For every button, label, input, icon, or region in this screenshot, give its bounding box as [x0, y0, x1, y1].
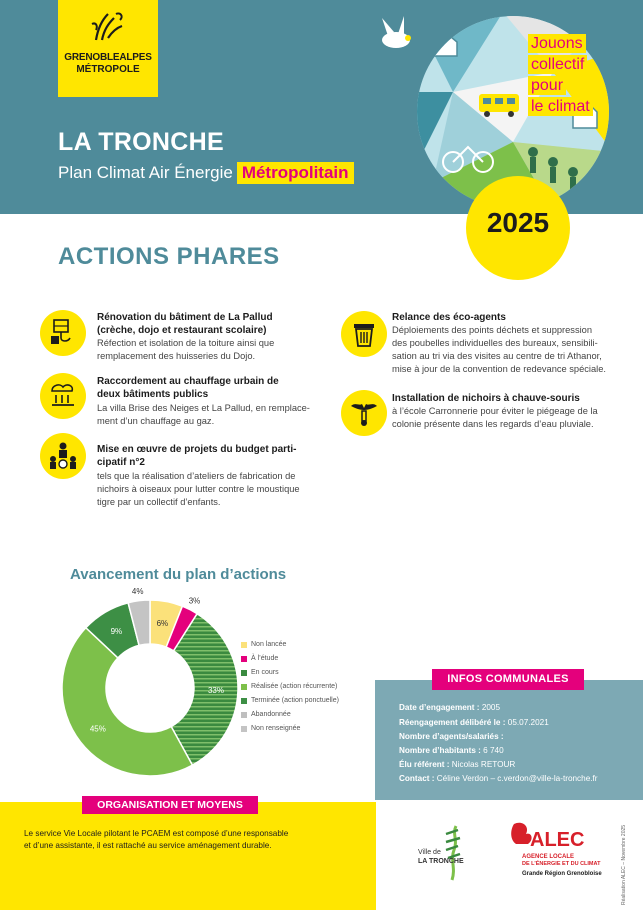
- ville-logo-l1: Ville de: [418, 849, 441, 856]
- action-5-desc-l2: colonie présente dans les regards d’eau pluviale.: [392, 419, 594, 429]
- action-5-title-l1: Installation de nichoirs à chauve-souris: [392, 393, 580, 404]
- action-4-desc-l3: sation au tri via des visites au centre de tri Athanor,: [392, 351, 602, 361]
- slogan-line-2: collectif: [528, 55, 587, 74]
- bat-thermometer-icon: [341, 390, 387, 436]
- action-2-desc-l2: ment d’un chauffage au gaz.: [97, 416, 215, 426]
- building-plug-icon: [40, 310, 86, 356]
- logo-line-2: MÉTROPOLE: [76, 64, 140, 75]
- alec-name: ALEC: [530, 829, 585, 851]
- ville-la-tronche-logo: [412, 820, 482, 886]
- ville-logo-l2: LA TRONCHE: [418, 858, 464, 865]
- action-5-title: [392, 392, 580, 405]
- legend-item: [241, 710, 351, 722]
- info-elu: [399, 760, 515, 769]
- info-habitants: [399, 746, 504, 755]
- action-4-desc-l4: mise à jour de la convention de redevance spéciale.: [392, 364, 606, 374]
- action-3-title: [97, 443, 296, 469]
- metropolitain-badge: Métropolitain: [237, 162, 354, 184]
- info-value: 05.07.2021: [507, 718, 549, 727]
- info-label: Nombre d’habitants :: [399, 746, 481, 755]
- legend-label: En cours: [251, 669, 279, 676]
- action-2-desc-l1: La villa Brise des Neiges et La Pallud, en remplace-: [97, 403, 310, 413]
- legend-item: [241, 654, 351, 666]
- infos-title: INFOS COMMUNALES: [432, 669, 584, 690]
- logo-line-1: GRENOBLEALPES: [64, 52, 152, 63]
- info-value: Nicolas RETOUR: [451, 760, 516, 769]
- bird-icon: [374, 14, 418, 54]
- organisation-text-l1: Le service Vie Locale pilotant le PCAEM est composé d’une responsable: [24, 829, 289, 838]
- legend-swatch: [241, 642, 247, 648]
- info-label: Élu référent :: [399, 760, 450, 769]
- participatory-budget-icon: [40, 433, 86, 479]
- action-3-title-l1: Mise en œuvre de projets du budget parti-: [97, 444, 297, 455]
- donut-label-0: 6%: [156, 619, 169, 629]
- legend-item: [241, 640, 351, 652]
- info-reengagement: [399, 718, 549, 727]
- info-value: 2005: [481, 703, 501, 712]
- legend-label: Terminée (action ponctuelle): [251, 697, 339, 704]
- alec-l2: DE L’ÉNERGIE ET DU CLIMAT: [522, 861, 601, 867]
- slogan-line-1: Jouons: [528, 34, 586, 53]
- action-1-title: [97, 311, 273, 337]
- credits-note: Réalisation ALEC – Novembre 2025: [621, 824, 627, 905]
- action-3-desc-l2: nichoirs à oiseaux pour lutter contre le moustique: [97, 484, 300, 494]
- legend-item: [241, 682, 351, 694]
- legend-label: Abandonnée: [251, 711, 291, 718]
- info-date-engagement: [399, 703, 500, 712]
- legend-item: [241, 668, 351, 680]
- donut-label-3: 45%: [89, 724, 106, 734]
- action-3-desc-l3: tigre par un collectif d’enfants.: [97, 497, 221, 507]
- info-label: Nombre d’agents/salariés :: [399, 732, 504, 741]
- action-1-title-l1: Rénovation du bâtiment de La Pallud: [97, 312, 273, 323]
- action-4-desc: [392, 324, 606, 376]
- info-contact: [399, 774, 598, 783]
- slogan-line-3: pour: [528, 76, 566, 95]
- donut-label-6: 4%: [131, 586, 144, 596]
- donut-label-4: 9%: [110, 627, 123, 637]
- organisation-text-l2: et d’une assistante, il est rattaché au service aménagement durable.: [24, 841, 272, 850]
- progress-donut-chart: [60, 586, 240, 778]
- action-1-desc: [97, 337, 274, 363]
- action-4-desc-l2: des poubelles individuelles des bureaux, sensibili-: [392, 338, 598, 348]
- legend-label: Non renseignée: [251, 725, 301, 732]
- legend-swatch: [241, 684, 247, 690]
- legend-swatch: [241, 726, 247, 732]
- actions-title: ACTIONS PHARES: [58, 243, 280, 270]
- action-2-desc: [97, 402, 310, 428]
- alec-l1: AGENCE LOCALE: [522, 854, 575, 860]
- action-2-title-l1: Raccordement au chauffage urbain de: [97, 376, 279, 387]
- action-4-title-l1: Relance des éco-agents: [392, 312, 506, 323]
- legend-label: À l’étude: [251, 655, 279, 662]
- action-1-title-l2: (crèche, dojo et restaurant scolaire): [97, 325, 267, 336]
- commune-title: LA TRONCHE: [58, 128, 224, 156]
- legend-label: Réalisée (action récurrente): [251, 683, 338, 690]
- action-4-title: [392, 311, 506, 324]
- info-value: 6 740: [483, 746, 504, 755]
- info-label: Réengagement délibéré le :: [399, 718, 506, 727]
- info-label: Date d’engagement :: [399, 703, 480, 712]
- legend-swatch: [241, 712, 247, 718]
- donut-label-1: 3%: [188, 596, 201, 606]
- metropole-logo: [58, 0, 158, 97]
- legend-item: [241, 696, 351, 708]
- action-1-desc-l1: Réfection et isolation de la toiture ainsi que: [97, 338, 275, 348]
- action-1-desc-l2: remplacement des huisseries du Dojo.: [97, 351, 256, 361]
- legend-swatch: [241, 698, 247, 704]
- action-5-desc: [392, 405, 598, 431]
- action-5-desc-l1: à l’école Carronnerie pour éviter le piégeage de la: [392, 406, 598, 416]
- legend-item: [241, 724, 351, 736]
- legend-swatch: [241, 670, 247, 676]
- district-heating-icon: [40, 373, 86, 419]
- plan-text: Plan Climat Air Énergie: [58, 163, 233, 182]
- action-3-desc-l1: tels que la réalisation d’ateliers de fabrication de: [97, 471, 296, 481]
- year-label: 2025: [486, 207, 550, 238]
- organisation-title: ORGANISATION ET MOYENS: [82, 796, 258, 814]
- contact-email-link[interactable]: Céline Verdon – c.verdon@ville-la-tronche.fr: [436, 774, 598, 783]
- info-label: Contact :: [399, 774, 435, 783]
- action-4-desc-l1: Déploiements des points déchets et suppression: [392, 325, 593, 335]
- metropole-flower-icon: [88, 10, 128, 46]
- donut-label-2: 33%: [207, 686, 224, 696]
- slogan: [528, 34, 628, 118]
- plan-subtitle: [58, 162, 354, 184]
- organisation-band: [0, 802, 376, 910]
- info-agents: [399, 732, 504, 741]
- alec-logo: [508, 820, 608, 884]
- legend-label: Non lancée: [251, 641, 287, 648]
- action-2-title: [97, 375, 279, 401]
- alec-l3: Grande Région Grenobloise: [522, 871, 602, 877]
- action-3-title-l2: cipatif n°2: [97, 457, 145, 468]
- action-2-title-l2: deux bâtiments publics: [97, 389, 209, 400]
- organisation-text: [24, 828, 344, 852]
- chart-title: Avancement du plan d’actions: [70, 566, 287, 583]
- legend-swatch: [241, 656, 247, 662]
- slogan-line-4: le climat: [528, 97, 593, 116]
- action-3-desc: [97, 470, 300, 509]
- waste-bin-icon: [341, 311, 387, 357]
